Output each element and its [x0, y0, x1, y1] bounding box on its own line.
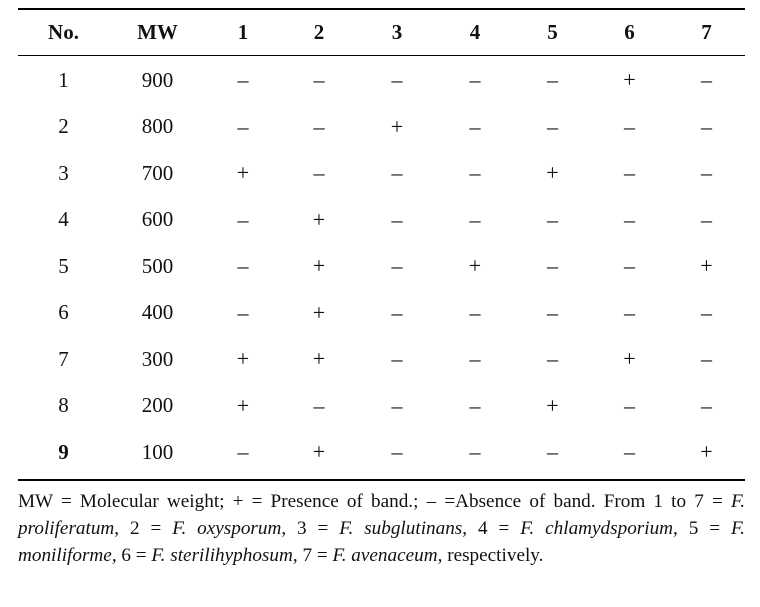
cell-band-species-5: – — [547, 253, 558, 279]
cell-no: 1 — [58, 67, 69, 92]
cell-band-species-4: – — [469, 160, 481, 186]
cell-band-species-1: – — [237, 206, 249, 232]
header-mw: MW — [137, 20, 178, 44]
cell-band-species-2: + — [312, 439, 326, 465]
footnote-sep-2: , 3 = — [281, 518, 340, 539]
cell-band-species-3: – — [391, 346, 403, 372]
cell-band-species-4: – — [469, 206, 481, 232]
cell-band-species-2: – — [313, 392, 325, 418]
footnote-species-3: F. subglutinans — [339, 518, 463, 539]
cell-band-species-7: – — [701, 392, 712, 418]
cell-band-species-2: + — [312, 206, 326, 232]
cell-band-species-1: + — [236, 160, 250, 186]
cell-band-species-6: – — [624, 113, 635, 139]
cell-band-species-4: – — [469, 439, 481, 465]
footnote-sep-4: , 5 = — [673, 518, 731, 539]
cell-no: 6 — [58, 300, 69, 325]
cell-band-species-3: – — [391, 67, 403, 93]
header-species-7: 7 — [701, 20, 712, 44]
table-row — [18, 290, 745, 337]
table-row — [18, 150, 745, 197]
cell-band-species-6: – — [624, 392, 635, 418]
footnote-species-6: F. sterilihyphosum — [151, 545, 293, 566]
cell-mw: 600 — [141, 207, 174, 232]
cell-band-species-6: – — [624, 160, 635, 186]
footnote-legend: MW = Molecular weight; + = Presence of band.; – =Absence of band. From 1 to 7 = — [18, 491, 731, 512]
footnote-species-4: F. chlamydsporium — [520, 518, 674, 539]
cell-band-species-3: – — [391, 253, 403, 279]
band-presence-table — [18, 10, 745, 476]
header-species-4: 4 — [469, 20, 481, 44]
cell-band-species-5: – — [547, 67, 558, 93]
header-species-3: 3 — [391, 20, 403, 44]
cell-band-species-7: – — [701, 67, 712, 93]
cell-mw: 100 — [141, 439, 174, 464]
table-footnote — [18, 488, 745, 569]
table-bottom-rule — [18, 479, 745, 481]
cell-no: 7 — [58, 346, 69, 371]
cell-band-species-7: – — [701, 299, 712, 325]
footnote-sep-5: , 6 = — [111, 545, 152, 566]
cell-band-species-3: – — [391, 392, 403, 418]
cell-band-species-5: – — [547, 206, 558, 232]
cell-band-species-3: – — [391, 299, 403, 325]
cell-band-species-3: – — [391, 160, 403, 186]
cell-band-species-7: + — [700, 439, 713, 465]
cell-no: 5 — [58, 253, 69, 278]
cell-band-species-6: + — [623, 67, 636, 93]
cell-band-species-1: + — [236, 346, 250, 372]
cell-band-species-2: + — [312, 253, 326, 279]
footnote-species-5: F. moniliforme — [18, 518, 745, 566]
cell-band-species-1: – — [237, 439, 249, 465]
cell-band-species-2: – — [313, 113, 325, 139]
cell-band-species-1: – — [237, 299, 249, 325]
table-header-row — [18, 10, 745, 55]
footnote-species-2: F. oxysporum — [172, 518, 282, 539]
footnote-sep-1: , 2 = — [114, 518, 173, 539]
cell-band-species-1: – — [237, 253, 249, 279]
cell-band-species-2: – — [313, 160, 325, 186]
header-no: No. — [48, 20, 79, 44]
cell-band-species-5: – — [547, 299, 558, 325]
cell-band-species-5: + — [546, 392, 559, 418]
footnote-sep-7: , respectively. — [437, 545, 544, 566]
cell-band-species-6: – — [624, 299, 635, 325]
cell-band-species-2: – — [313, 67, 325, 93]
cell-band-species-7: – — [701, 206, 712, 232]
table-row — [18, 243, 745, 290]
cell-no: 8 — [58, 393, 69, 418]
header-species-5: 5 — [547, 20, 558, 44]
cell-band-species-3: – — [391, 439, 403, 465]
cell-band-species-4: – — [469, 392, 481, 418]
cell-mw: 800 — [141, 114, 174, 139]
header-species-6: 6 — [624, 20, 635, 44]
cell-band-species-7: + — [700, 253, 713, 279]
cell-band-species-4: – — [469, 299, 481, 325]
cell-band-species-2: + — [312, 299, 326, 325]
cell-band-species-1: – — [237, 67, 249, 93]
cell-band-species-6: – — [624, 253, 635, 279]
cell-band-species-3: + — [390, 113, 404, 139]
footnote-sep-6: , 7 = — [292, 545, 333, 566]
table-row — [18, 104, 745, 151]
cell-band-species-6: + — [623, 346, 636, 372]
cell-band-species-1: + — [236, 392, 250, 418]
cell-band-species-4: – — [469, 346, 481, 372]
cell-mw: 400 — [141, 300, 174, 325]
cell-no: 9 — [58, 439, 69, 464]
cell-band-species-3: – — [391, 206, 403, 232]
cell-band-species-2: + — [312, 346, 326, 372]
cell-band-species-5: – — [547, 113, 558, 139]
table-row — [18, 383, 745, 430]
cell-band-species-4: – — [469, 67, 481, 93]
cell-mw: 700 — [141, 160, 174, 185]
cell-no: 4 — [58, 207, 69, 232]
cell-no: 2 — [58, 114, 69, 139]
cell-mw: 500 — [141, 253, 174, 278]
cell-band-species-6: – — [624, 206, 635, 232]
cell-band-species-5: + — [546, 160, 559, 186]
cell-band-species-7: – — [701, 346, 712, 372]
cell-mw: 300 — [141, 346, 174, 371]
cell-band-species-1: – — [237, 113, 249, 139]
table-row — [18, 55, 745, 104]
header-species-1: 1 — [237, 20, 249, 44]
table-row — [18, 429, 745, 476]
cell-no: 3 — [58, 160, 69, 185]
footnote-sep-3: , 4 = — [462, 518, 521, 539]
cell-band-species-5: – — [547, 439, 558, 465]
cell-band-species-7: – — [701, 160, 712, 186]
cell-mw: 900 — [141, 67, 174, 92]
cell-band-species-6: – — [624, 439, 635, 465]
cell-band-species-4: – — [469, 113, 481, 139]
footnote-species-1: F. proliferatum — [18, 491, 745, 539]
header-species-2: 2 — [313, 20, 325, 44]
cell-band-species-7: – — [701, 113, 712, 139]
cell-band-species-4: + — [468, 253, 482, 279]
cell-mw: 200 — [141, 393, 174, 418]
table-row — [18, 197, 745, 244]
cell-band-species-5: – — [547, 346, 558, 372]
table-row — [18, 336, 745, 383]
footnote-species-7: F. avenaceum — [332, 545, 438, 566]
